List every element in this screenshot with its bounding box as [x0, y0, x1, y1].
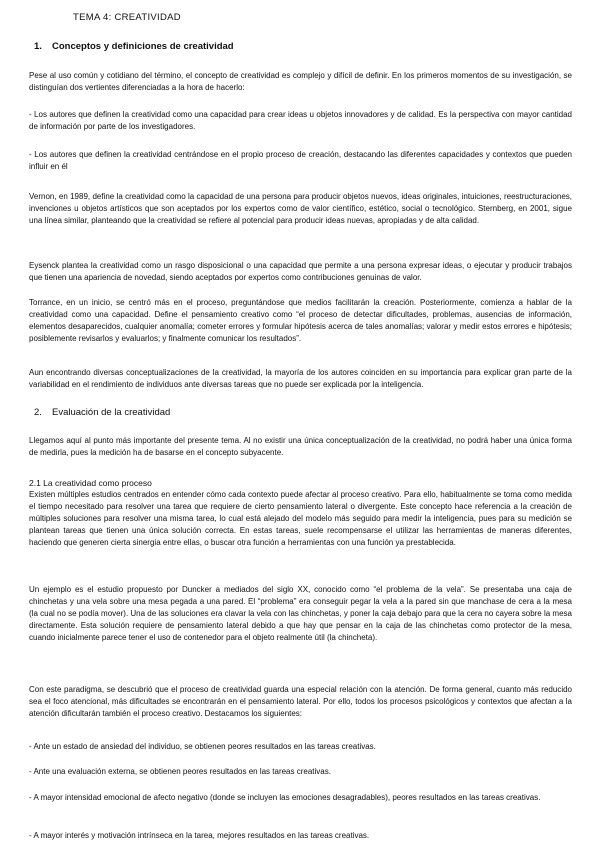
section-2-heading — [34, 407, 170, 419]
list-item-anxiety: - Ante un estado de ansiedad del individuo, se obtienen peores resultados en las tareas creativas. — [29, 742, 376, 751]
paragraph-duncker: Un ejemplo es el estudio propuesto por Duncker a mediados del siglo XX, conocido como “el problema de la vela”. Se presentaba una caja de chinchetas y una vela sobre una mesa pegada a una pared. El “problema” era conseguir pegar la vela a la pared sin que manchase de cera a la mesa (la cual no se podía mover). Una de las soluciones era clavar la vela con las chinchetas, y poner la caja debajo para que la cera no cayera sobre la mesa directamente. Esta solución requiere de pensamiento lateral debido a que hay que pensar en la caja de las chinchetas como protector de la mesa, cuando inicialmente parece tener el uso de contenedor para el objeto realmente útil (la chincheta). — [29, 585, 572, 642]
list-item-external-evaluation: - Ante una evaluación externa, se obtienen peores resultados en las tareas creativas. — [29, 767, 331, 776]
list-item-intrinsic-motivation: - A mayor interés y motivación intrínseca en la tarea, mejores resultados en las tareas creativas. — [29, 831, 370, 840]
section-1-title: Conceptos y definiciones de creatividad — [52, 41, 234, 52]
paragraph-attention: Con este paradigma, se descubrió que el proceso de creatividad guarda una especial relación con la atención. De forma general, cuanto más reducido sea el foco atencional, más dificultades se encontrarán en el pensamiento lateral. Por ello, todos los procesos psicológicos y contextos que afectan a la atención dificultarán también el proceso creativo. Destacamos los siguientes: — [29, 685, 572, 718]
paragraph-process-studies: Existen múltiples estudios centrados en entender cómo cada contexto puede afectar al proceso creativo. Para ello, habitualmente se toma como medida el tiempo necesitado para resolver una tarea que requiere de cierto pensamiento lateral o divergente. Este concepto hace referencia a la creación de múltiples soluciones para resolver una misma tarea, lo cual está alejado del modelo más seguido para medir la inteligencia, pues para su medición se plantean tareas que tienen una única solución correcta. En estas tareas, suele recompensarse el utilizar las herramientas de maneras diferentes, haciendo que generen cierta sinergia entre ellas, o buscar otra función a herramientas con una función ya prestablecida. — [29, 490, 572, 547]
paragraph-bullet-process: - Los autores que definen la creatividad centrándose en el propio proceso de creación, destacando las diferentes capacidades y contextos que pueden influir en él — [29, 150, 572, 171]
section-1-heading — [34, 41, 234, 53]
section-2-title: Evaluación de la creatividad — [52, 407, 171, 418]
list-item-negative-affect: - A mayor intensidad emocional de afecto negativo (donde se incluyen las emociones desagradables), peores resultados en las tareas creativas. — [29, 793, 541, 802]
paragraph-vernon: Vernon, en 1989, define la creatividad como la capacidad de una persona para producir objetos nuevos, ideas originales, intuiciones, reestructuraciones, invenciones u objetos artísticos que son aceptados por los expertos como de valor científico, estético, social o tecnológico. Sternberg, en 2001, sigue una línea similar, planteando que la creatividad se refiere al potencial para producir ideas nuevas, apropiadas y de alta calidad. — [29, 192, 572, 225]
section-2-number: 2. — [34, 407, 42, 418]
section-1-number: 1. — [34, 41, 42, 52]
document-title: TEMA 4: CREATIVIDAD — [73, 12, 181, 23]
paragraph-evaluation-intro: Llegamos aquí al punto más importante del presente tema. Al no existir una única conceptualización de la creatividad, no podrá haber una única forma de medirla, pues la medición ha de basarse en el concepto subyacente. — [29, 436, 572, 457]
subsection-2-1-heading: 2.1 La creatividad como proceso — [29, 478, 152, 488]
paragraph-conceptualizations: Aun encontrando diversas conceptualizaciones de la creatividad, la mayoría de los autores coinciden en su importancia para explicar gran parte de la variabilidad en el rendimiento de individuos ante diversas tareas que no puede ser explicada por la inteligencia. — [29, 368, 572, 389]
paragraph-torrance: Torrance, en un inicio, se centró más en el proceso, preguntándose que medios facilitarán la creación. Posteriormente, comienza a hablar de la creatividad como una capacidad. Define el pensamiento creativo como “el proceso de detectar dificultades, problemas, ausencias de información, elementos desaparecidos, cualquier anomalía; cometer errores y formular hipótesis acerca de tales anomalías; valorar y medir estos errores e hipótesis; posiblemente revisarlos y evaluarlos; y finalmente comunicar los resultados”. — [29, 298, 572, 343]
paragraph-intro: Pese al uso común y cotidiano del término, el concepto de creatividad es complejo y difícil de definir. En los primeros momentos de su investigación, se distinguían dos vertientes diferenciadas a la hora de hacerlo: — [29, 71, 572, 92]
paragraph-bullet-capacity: - Los autores que definen la creatividad como una capacidad para crear ideas u objetos innovadores y de calidad. Es la perspectiva con mayor cantidad de información por parte de los investigadores. — [29, 110, 572, 131]
paragraph-eysenck: Eysenck plantea la creatividad como un rasgo disposicional o una capacidad que permite a una persona expresar ideas, o ejecutar y producir trabajos que tienen una apariencia de novedad, siendo aceptados por expertos como contribuciones genuinas de valor. — [29, 261, 572, 282]
